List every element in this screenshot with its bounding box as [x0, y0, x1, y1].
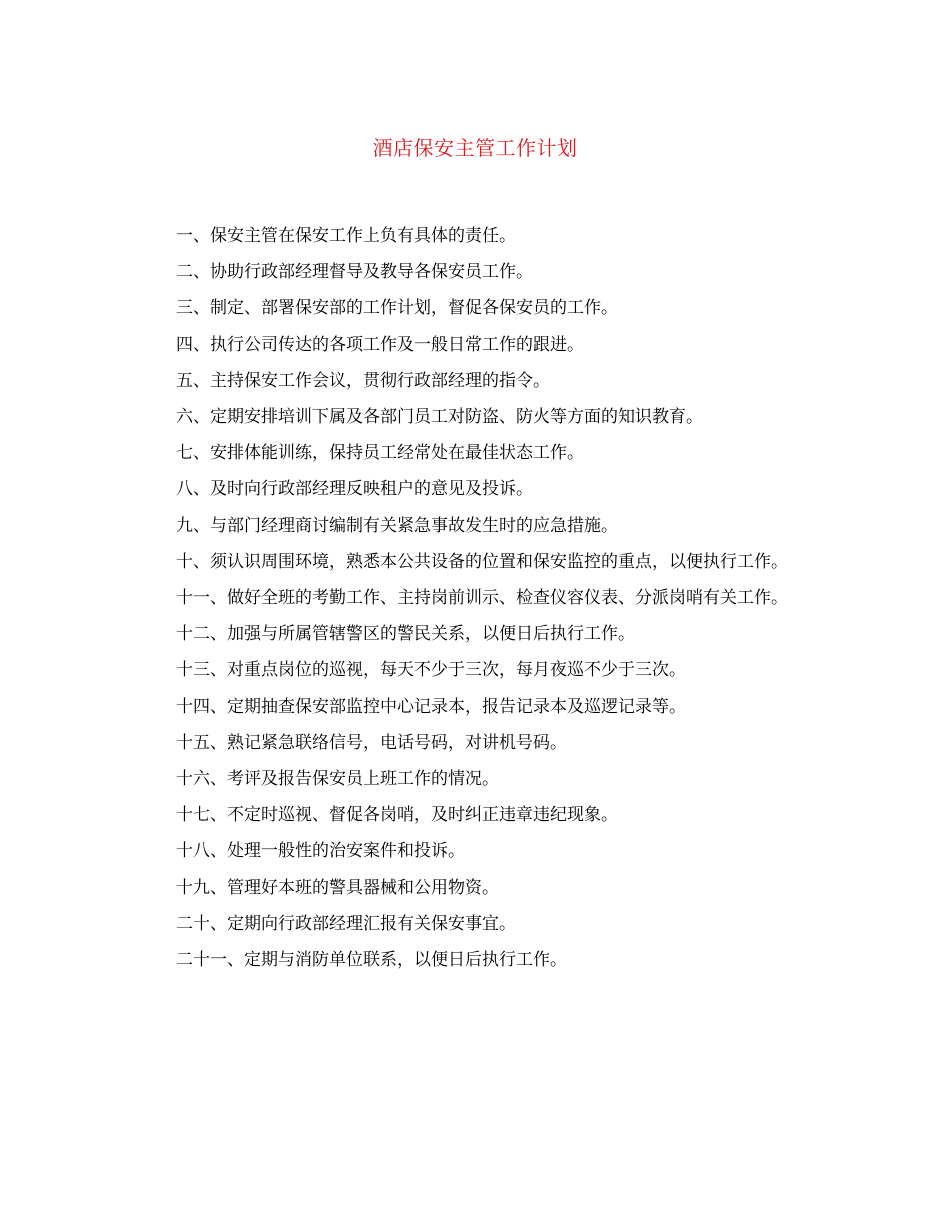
paragraph-17: 十七、不定时巡视、督促各岗哨，及时纠正违章违纪现象。: [176, 805, 618, 826]
paragraph-8: 八、及时向行政部经理反映租户的意见及投诉。: [176, 479, 533, 500]
paragraph-6: 六、定期安排培训下属及各部门员工对防盗、防火等方面的知识教育。: [176, 407, 703, 428]
paragraph-16: 十六、考评及报告保安员上班工作的情况。: [176, 769, 499, 790]
paragraph-11: 十一、做好全班的考勤工作、主持岗前训示、检查仪容仪表、分派岗哨有关工作。: [176, 588, 788, 609]
paragraph-7: 七、安排体能训练，保持员工经常处在最佳状态工作。: [176, 443, 584, 464]
paragraph-21: 二十一、定期与消防单位联系，以便日后执行工作。: [176, 950, 567, 971]
paragraph-3: 三、制定、部署保安部的工作计划，督促各保安员的工作。: [176, 298, 618, 319]
paragraph-1: 一、保安主管在保安工作上负有具体的责任。: [176, 226, 516, 246]
paragraph-15: 十五、熟记紧急联络信号，电话号码，对讲机号码。: [176, 732, 567, 753]
paragraph-18: 十八、处理一般性的治安案件和投诉。: [176, 841, 465, 862]
paragraph-5: 五、主持保安工作会议，贯彻行政部经理的指令。: [176, 370, 550, 391]
paragraph-19: 十九、管理好本班的警具器械和公用物资。: [176, 877, 499, 898]
paragraph-4: 四、执行公司传达的各项工作及一般日常工作的跟进。: [176, 334, 584, 355]
paragraph-20: 二十、定期向行政部经理汇报有关保安事宜。: [176, 913, 516, 934]
paragraph-13: 十三、对重点岗位的巡视，每天不少于三次，每月夜巡不少于三次。: [176, 660, 686, 681]
document-title: 酒店保安主管工作计划: [372, 136, 578, 160]
paragraph-12: 十二、加强与所属管辖警区的警民关系，以便日后执行工作。: [176, 624, 635, 645]
document-body: [140, 218, 812, 978]
paragraph-9: 九、与部门经理商讨编制有关紧急事故发生时的应急措施。: [176, 515, 618, 536]
paragraph-10: 十、须认识周围环境，熟悉本公共设备的位置和保安监控的重点，以便执行工作。: [176, 551, 788, 572]
paragraph-2: 二、协助行政部经理督导及教导各保安员工作。: [176, 262, 533, 283]
paragraph-14: 十四、定期抽查保安部监控中心记录本，报告记录本及巡逻记录等。: [176, 696, 686, 717]
